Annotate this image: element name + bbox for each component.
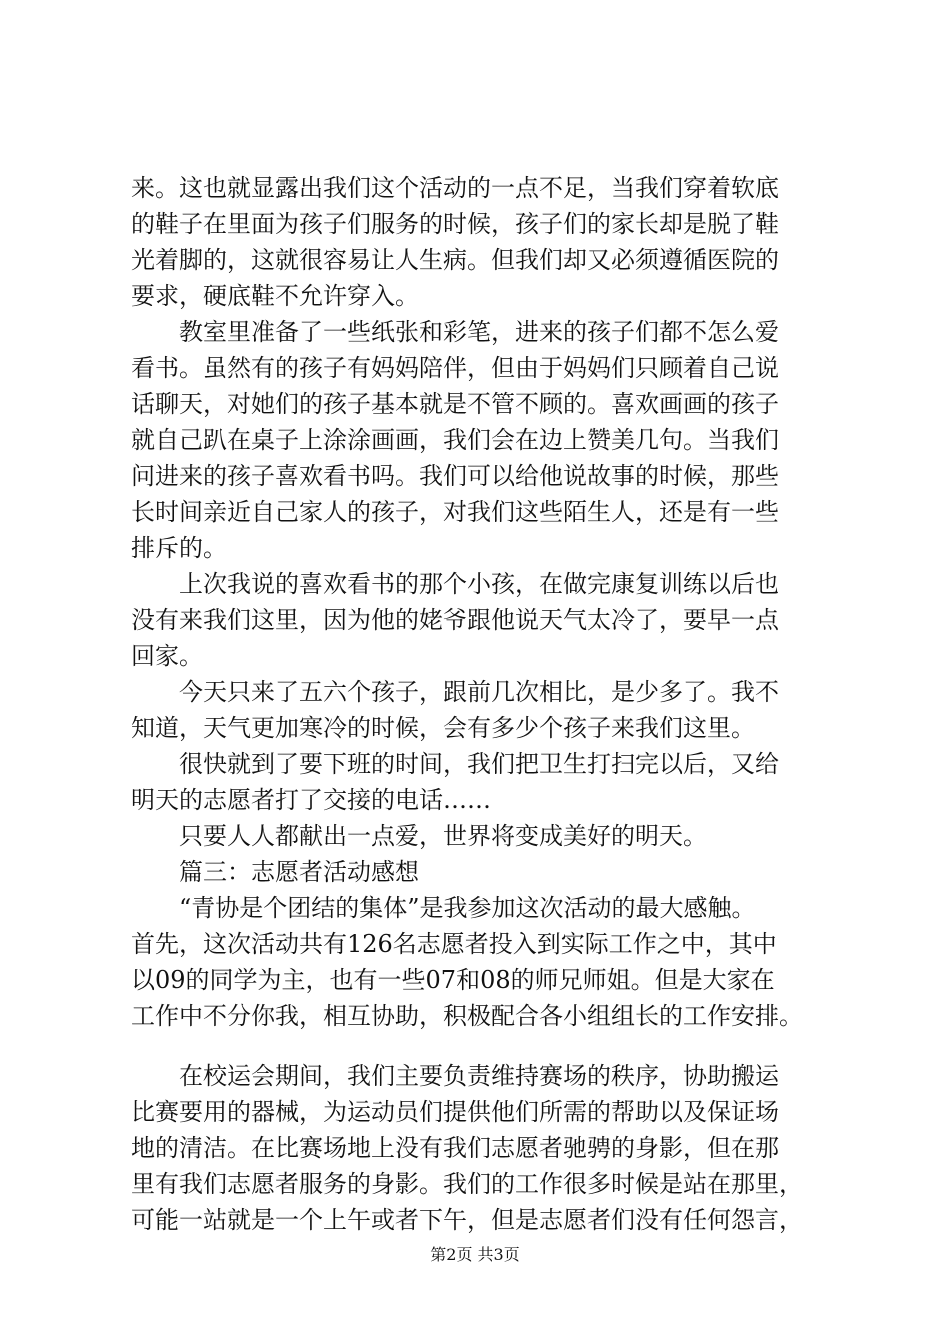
text-line: 明天的志愿者打了交接的电话…… bbox=[131, 786, 491, 814]
text-line: 首先，这次活动共有126名志愿者投入到实际工作之中，其中 bbox=[131, 930, 777, 958]
text-line: 很快就到了要下班的时间，我们把卫生打扫完以后，又给 bbox=[131, 750, 779, 778]
text-line: 来。这也就显露出我们这个活动的一点不足，当我们穿着软底 bbox=[131, 174, 779, 202]
text-line: 知道，天气更加寒冷的时候，会有多少个孩子来我们这里。 bbox=[131, 714, 755, 742]
text-line: 可能一站就是一个上午或者下午，但是志愿者们没有任何怨言， bbox=[131, 1206, 803, 1234]
text-line: 教室里准备了一些纸张和彩笔，进来的孩子们都不怎么爱 bbox=[131, 318, 779, 346]
text-line: 长时间亲近自己家人的孩子，对我们这些陌生人，还是有一些 bbox=[131, 498, 779, 526]
text-line: 没有来我们这里，因为他的姥爷跟他说天气太冷了，要早一点 bbox=[131, 606, 779, 634]
text-line: 地的清洁。在比赛场地上没有我们志愿者驰骋的身影，但在那 bbox=[131, 1134, 779, 1162]
text-line: 工作中不分你我，相互协助，积极配合各小组组长的工作安排。 bbox=[131, 1002, 803, 1030]
text-line: 看书。虽然有的孩子有妈妈陪伴，但由于妈妈们只顾着自己说 bbox=[131, 354, 779, 382]
text-line: 只要人人都献出一点爱，世界将变成美好的明天。 bbox=[131, 822, 707, 850]
text-line: 里有我们志愿者服务的身影。我们的工作很多时候是站在那里， bbox=[131, 1170, 803, 1198]
text-line: 在校运会期间，我们主要负责维持赛场的秩序，协助搬运 bbox=[131, 1062, 779, 1090]
text-line: 回家。 bbox=[131, 642, 203, 670]
section-heading: 篇三：志愿者活动感想 bbox=[131, 858, 419, 886]
text-line: “青协是个团结的集体”是我参加这次活动的最大感触。 bbox=[131, 894, 756, 922]
text-line: 光着脚的，这就很容易让人生病。但我们却又必须遵循医院的 bbox=[131, 246, 779, 274]
text-line: 话聊天，对她们的孩子基本就是不管不顾的。喜欢画画的孩子 bbox=[131, 390, 779, 418]
text-line: 问进来的孩子喜欢看书吗。我们可以给他说故事的时候，那些 bbox=[131, 462, 779, 490]
text-line: 就自己趴在桌子上涂涂画画，我们会在边上赞美几句。当我们 bbox=[131, 426, 779, 454]
page-footer: 第2页 共3页 bbox=[430, 1245, 520, 1264]
text-line: 今天只来了五六个孩子，跟前几次相比，是少多了。我不 bbox=[131, 678, 779, 706]
text-line: 上次我说的喜欢看书的那个小孩，在做完康复训练以后也 bbox=[131, 570, 779, 598]
text-line: 比赛要用的器械，为运动员们提供他们所需的帮助以及保证场 bbox=[131, 1098, 779, 1126]
text-line: 以09的同学为主，也有一些07和08的师兄师姐。但是大家在 bbox=[131, 966, 775, 994]
text-line: 排斥的。 bbox=[131, 534, 227, 562]
text-line: 要求，硬底鞋不允许穿入。 bbox=[131, 282, 419, 310]
text-line: 的鞋子在里面为孩子们服务的时候，孩子们的家长却是脱了鞋 bbox=[131, 210, 779, 238]
